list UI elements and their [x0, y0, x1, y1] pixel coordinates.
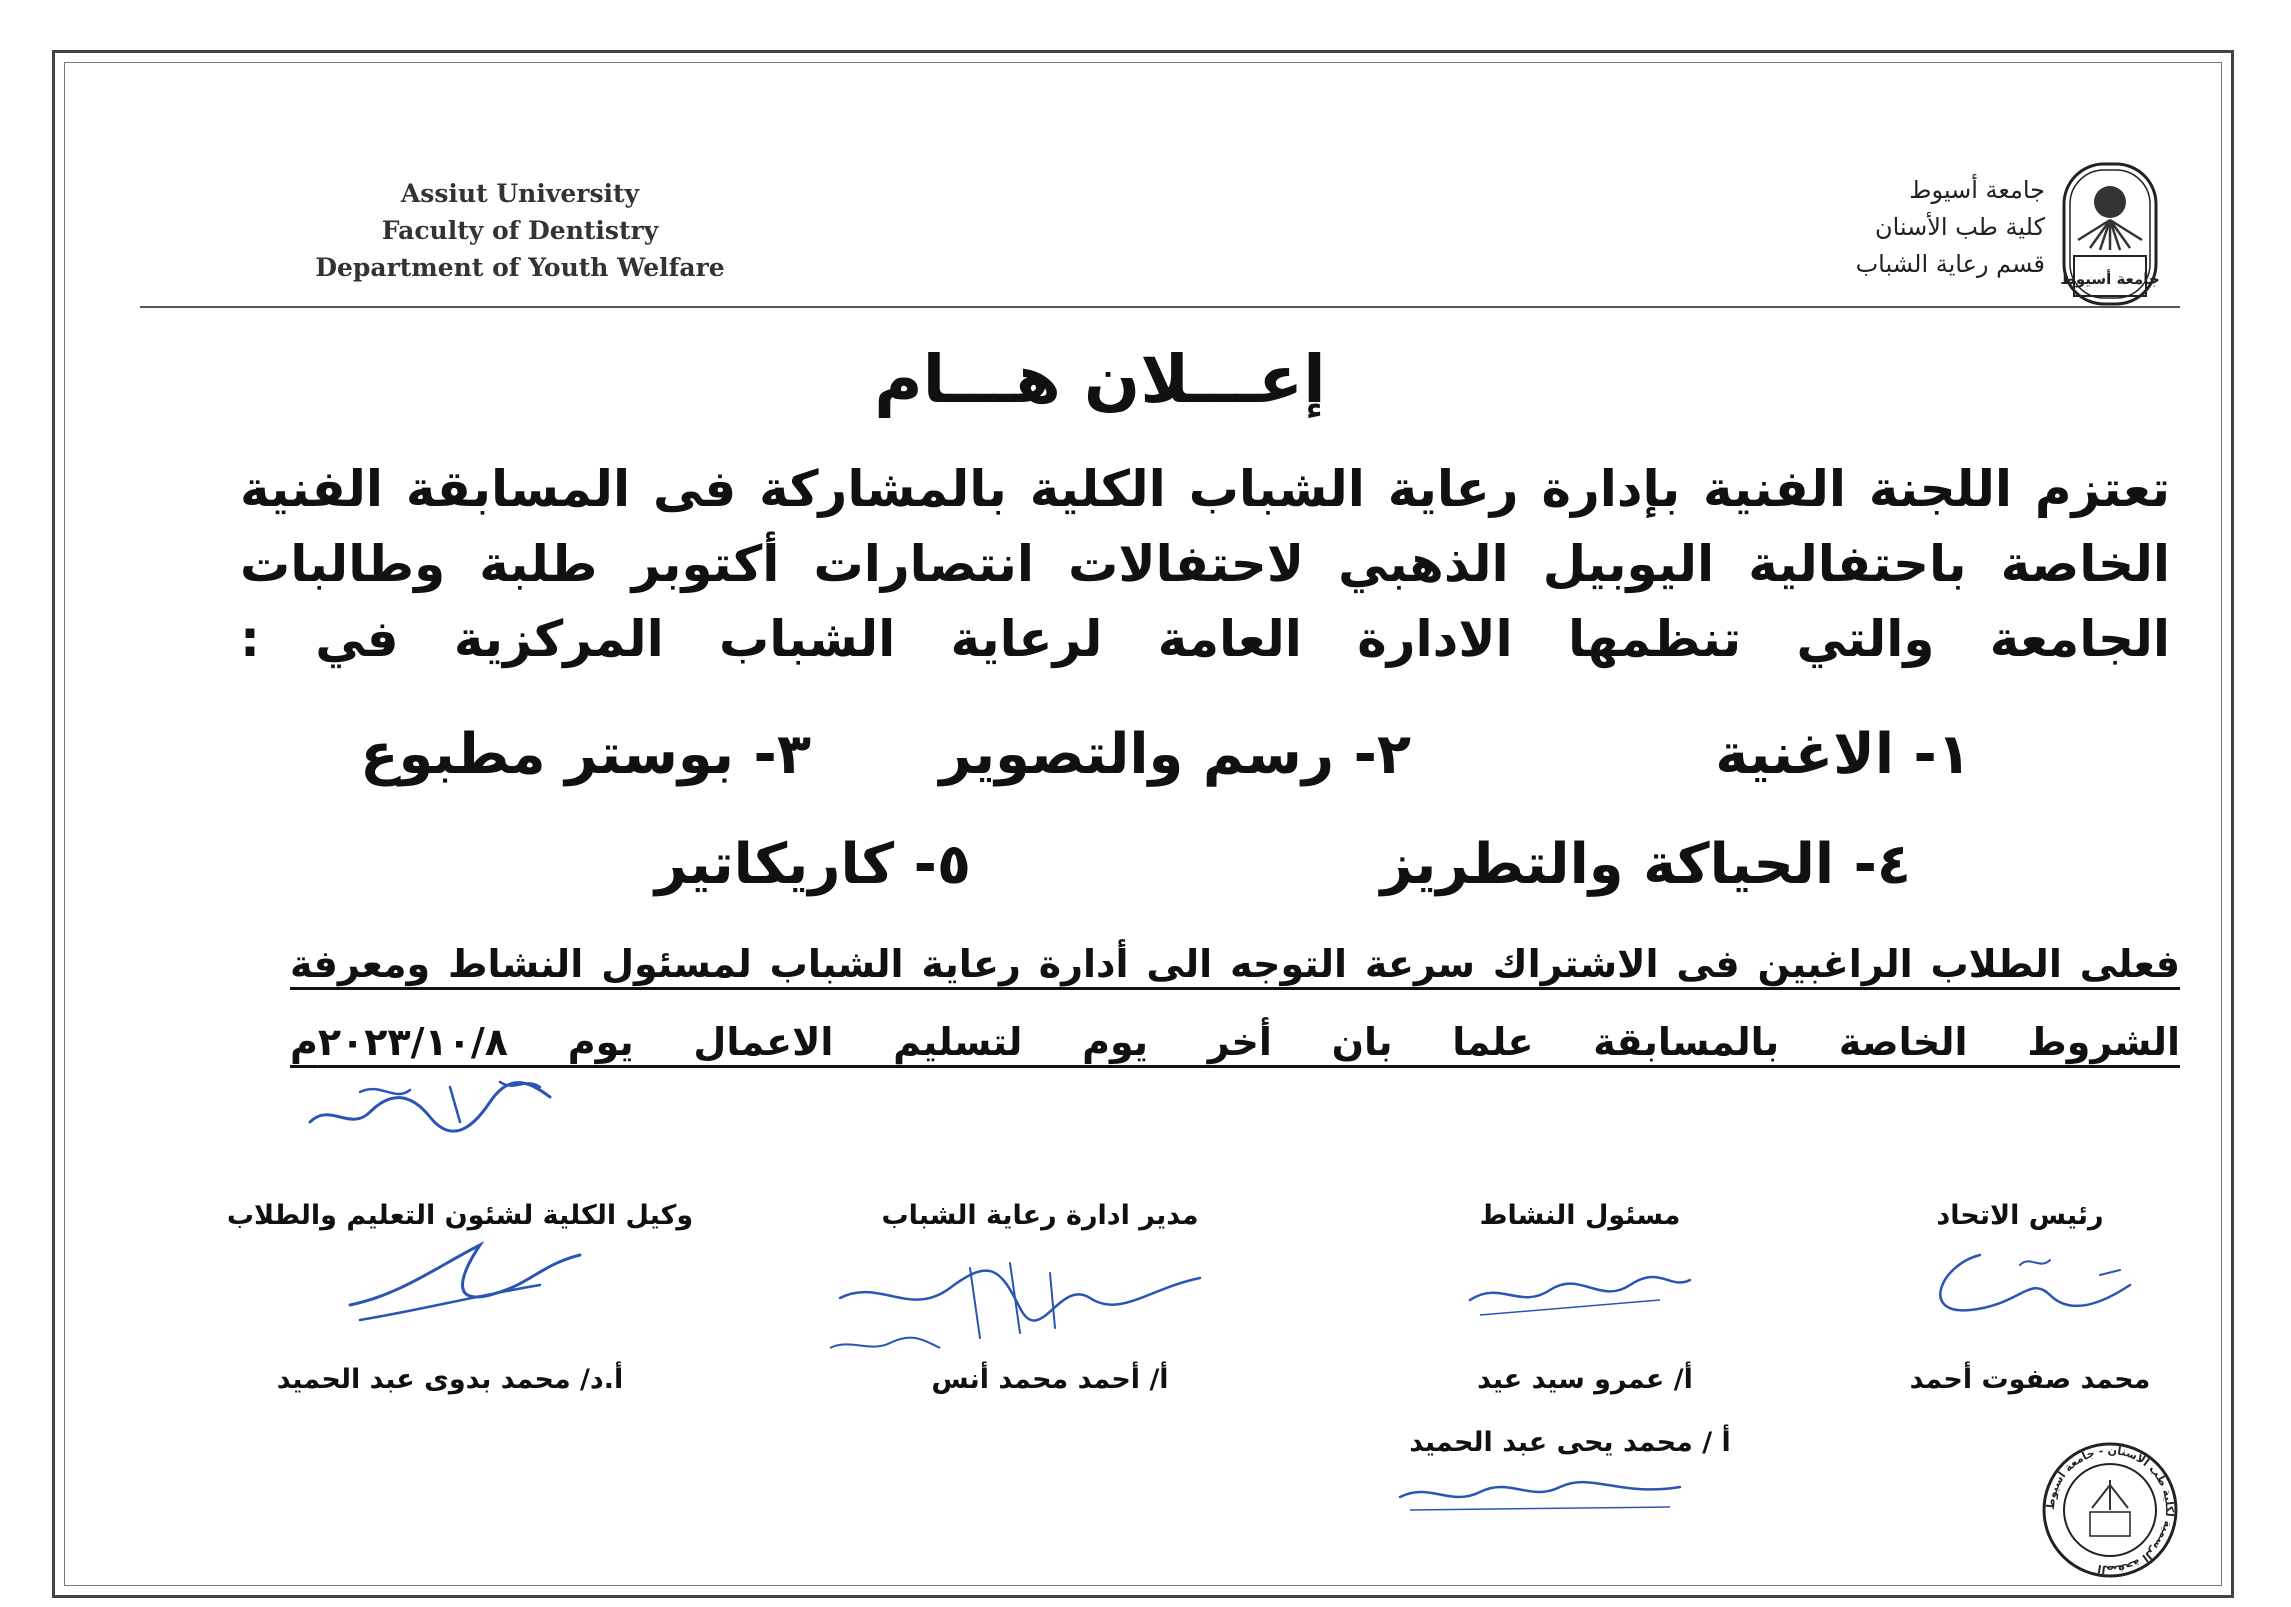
signature-1 — [1900, 1225, 2150, 1335]
official-seal — [2040, 1440, 2180, 1580]
competition-item-2: ٢- رسم والتصوير — [939, 722, 1411, 787]
body-line-2: الخاصة باحتفالية اليوبيل الذهبي لاحتفالات انتصارات أكتوبر طلبة وطالبات — [240, 535, 2170, 593]
signatory-title-2: مسئول النشاط — [1479, 1200, 1681, 1231]
extra-signatory-name: أ / محمد يحى عبد الحميد — [1409, 1427, 1731, 1458]
header-department-ar: قسم رعاية الشباب — [1855, 250, 2045, 278]
header-university-en: Assiut University — [400, 179, 640, 208]
seal-text: الصفحة الرسمية لكلية طب الأسنان - جامعة أسيوط — [2043, 1443, 2177, 1577]
signatory-title-3: مدير ادارة رعاية الشباب — [881, 1200, 1199, 1231]
logo-text: جامعة أسيوط — [2060, 270, 2160, 288]
body-line-3: الجامعة والتي تنظمها الادارة العامة لرعاية الشباب المركزية في : — [240, 610, 2170, 668]
signatory-title-1: رئيس الاتحاد — [1936, 1200, 2104, 1231]
signature-2 — [1460, 1260, 1700, 1330]
header-university-ar: جامعة أسيوط — [1909, 176, 2045, 204]
signature-4 — [340, 1225, 590, 1345]
header-faculty-ar: كلية طب الأسنان — [1874, 213, 2045, 241]
competition-item-5: ٥- كاريكاتير — [654, 832, 971, 897]
signatory-name-3: أ/ أحمد محمد أنس — [931, 1364, 1169, 1395]
competition-item-3: ٣- بوستر مطبوع — [360, 722, 811, 787]
body-line-1: تعتزم اللجنة الفنية بإدارة رعاية الشباب الكلية بالمشاركة فى المسابقة الفنية — [240, 460, 2170, 518]
signatory-name-1: محمد صفوت أحمد — [1909, 1364, 2151, 1395]
university-logo — [2060, 160, 2160, 308]
header-faculty-en: Faculty of Dentistry — [381, 216, 659, 245]
signature-3 — [820, 1248, 1220, 1368]
announcement-title: إعـــلان هـــام — [874, 341, 1326, 418]
signatory-name-4: أ.د/ محمد بدوى عبد الحميد — [276, 1364, 624, 1395]
handwritten-note — [300, 1062, 560, 1142]
notice-paragraph — [290, 925, 2180, 1081]
competition-item-1: ١- الاغنية — [1715, 722, 1971, 787]
header-divider — [140, 306, 2180, 308]
header-department-en: Department of Youth Welfare — [315, 253, 725, 282]
notice-line-1: فعلى الطلاب الراغبين فى الاشتراك سرعة التوجه الى أدارة رعاية الشباب لمسئول النشاط ومعرفة — [290, 942, 2180, 986]
header-arabic — [1760, 172, 2045, 283]
signatory-title-4: وكيل الكلية لشئون التعليم والطلاب — [226, 1200, 694, 1231]
signatory-name-2: أ/ عمرو سيد عيد — [1477, 1364, 1693, 1395]
extra-signature — [1390, 1462, 1690, 1522]
competition-item-4: ٤- الحياكة والتطريز — [1380, 832, 1911, 897]
notice-line-2: الشروط الخاصة بالمسابقة علما بان أخر يوم لتسليم الاعمال يوم ٢٠٢٣/١٠/٨م — [290, 1020, 2180, 1064]
header-english — [300, 175, 740, 286]
announcement-body — [240, 452, 2170, 677]
